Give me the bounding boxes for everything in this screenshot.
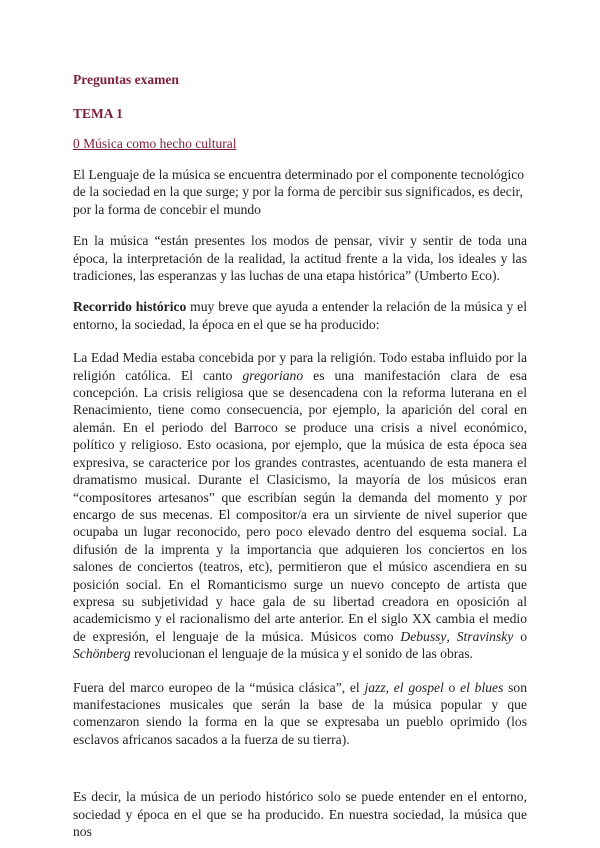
paragraph-historical-overview-intro bbox=[73, 298, 527, 333]
text-run: , bbox=[446, 628, 457, 644]
bold-lead: Recorrido histórico bbox=[73, 299, 187, 315]
section-heading: 0 Música como hecho cultural bbox=[73, 136, 237, 151]
text-run: revolucionan el lenguaje de la música y el sonido de las obras. bbox=[130, 646, 474, 662]
text-run: o bbox=[443, 679, 461, 695]
italic-composer: Schönberg bbox=[73, 646, 131, 662]
text-run: o bbox=[513, 628, 527, 644]
paragraph-non-european-music bbox=[73, 679, 527, 749]
text-run: La Edad Media estaba concebida por y para la religión. Todo estaba influido por la religión católica. El canto bbox=[73, 350, 527, 383]
paragraph-text: muy breve que ayuda a entender la relación de la música y el entorno, la sociedad, la época en el que se ha producido: bbox=[73, 299, 527, 332]
text-run: son manifestaciones musicales que serán la base de la música popular y que comenzaron siendo la forma en la que se expresaba un pueblo oprimido (los esclavos africanos sacados a la fuerza de su tierra). bbox=[73, 679, 528, 747]
italic-genre: el blues bbox=[460, 679, 504, 695]
paragraph-language-of-music: El Lenguaje de la música se encuentra determinado por el componente tecnológico de la sociedad en la que surge; y por la forma de percibir sus significados, es decir, por la forma de concebir el mundo bbox=[73, 167, 525, 217]
italic-genre: jazz, el gospel bbox=[364, 679, 444, 695]
paragraph-eco-quote: En la música “están presentes los modos de pensar, vivir y sentir de toda una época, la interpretación de la realidad, la actitud frente a la vida, los ideales y las tradiciones, las esperanzas y las luchas de una etapa histórica” (Umberto Eco). bbox=[73, 233, 527, 284]
paragraph-historical-periods bbox=[73, 349, 527, 662]
text-run: Fuera del marco europeo de la “música clásica”, el bbox=[73, 679, 365, 695]
paragraph-conclusion: Es decir, la música de un periodo histórico solo se puede entender en el entorno, sociedad y época en el que se ha producido. En nuestra sociedad, la música que nos bbox=[73, 789, 527, 839]
italic-term: gregoriano bbox=[242, 367, 304, 383]
italic-composer: Stravinsky bbox=[456, 628, 514, 644]
topic-heading: TEMA 1 bbox=[73, 106, 123, 121]
text-run: es una manifestación clara de esa concepción. La crisis religiosa que se desencadena con la reforma luterana en el Renacimiento, tiene como consecuencia, por ejemplo, la aparición del coral en alemán. En el periodo del Barroco se produce una crisis a nivel económico, político y religioso. Esto ocasiona, por ejemplo, que la música de esta época sea expresiva, se caracterice por los grandes contrastes, acentuando de esta manera el dramatismo musical. Durante el Clasicismo, la mayoría de los músicos eran “compositores artesanos” que escribían según la demanda del momento y por encargo de sus mecenas. El compositor/a era un sirviente de nivel superior que ocupaba un lugar reconocido, pero poco elevado dentro del esquema social. La difusión de la imprenta y la importancia que adquieren los conciertos en los salones de conciertos (teatros, etc), permitieron que el músico ascendiera en su posición social. En el Romanticismo surge un nuevo concepto de artista que expresa su subjetividad y hace gala de su libertad creadora en oposición al academicismo y el racionalismo del arte anterior. En el siglo XX cambia el medio de expresión, el lenguaje de la música. Músicos como bbox=[73, 367, 527, 644]
document-title: Preguntas examen bbox=[73, 72, 179, 87]
italic-composer: Debussy bbox=[400, 628, 447, 644]
